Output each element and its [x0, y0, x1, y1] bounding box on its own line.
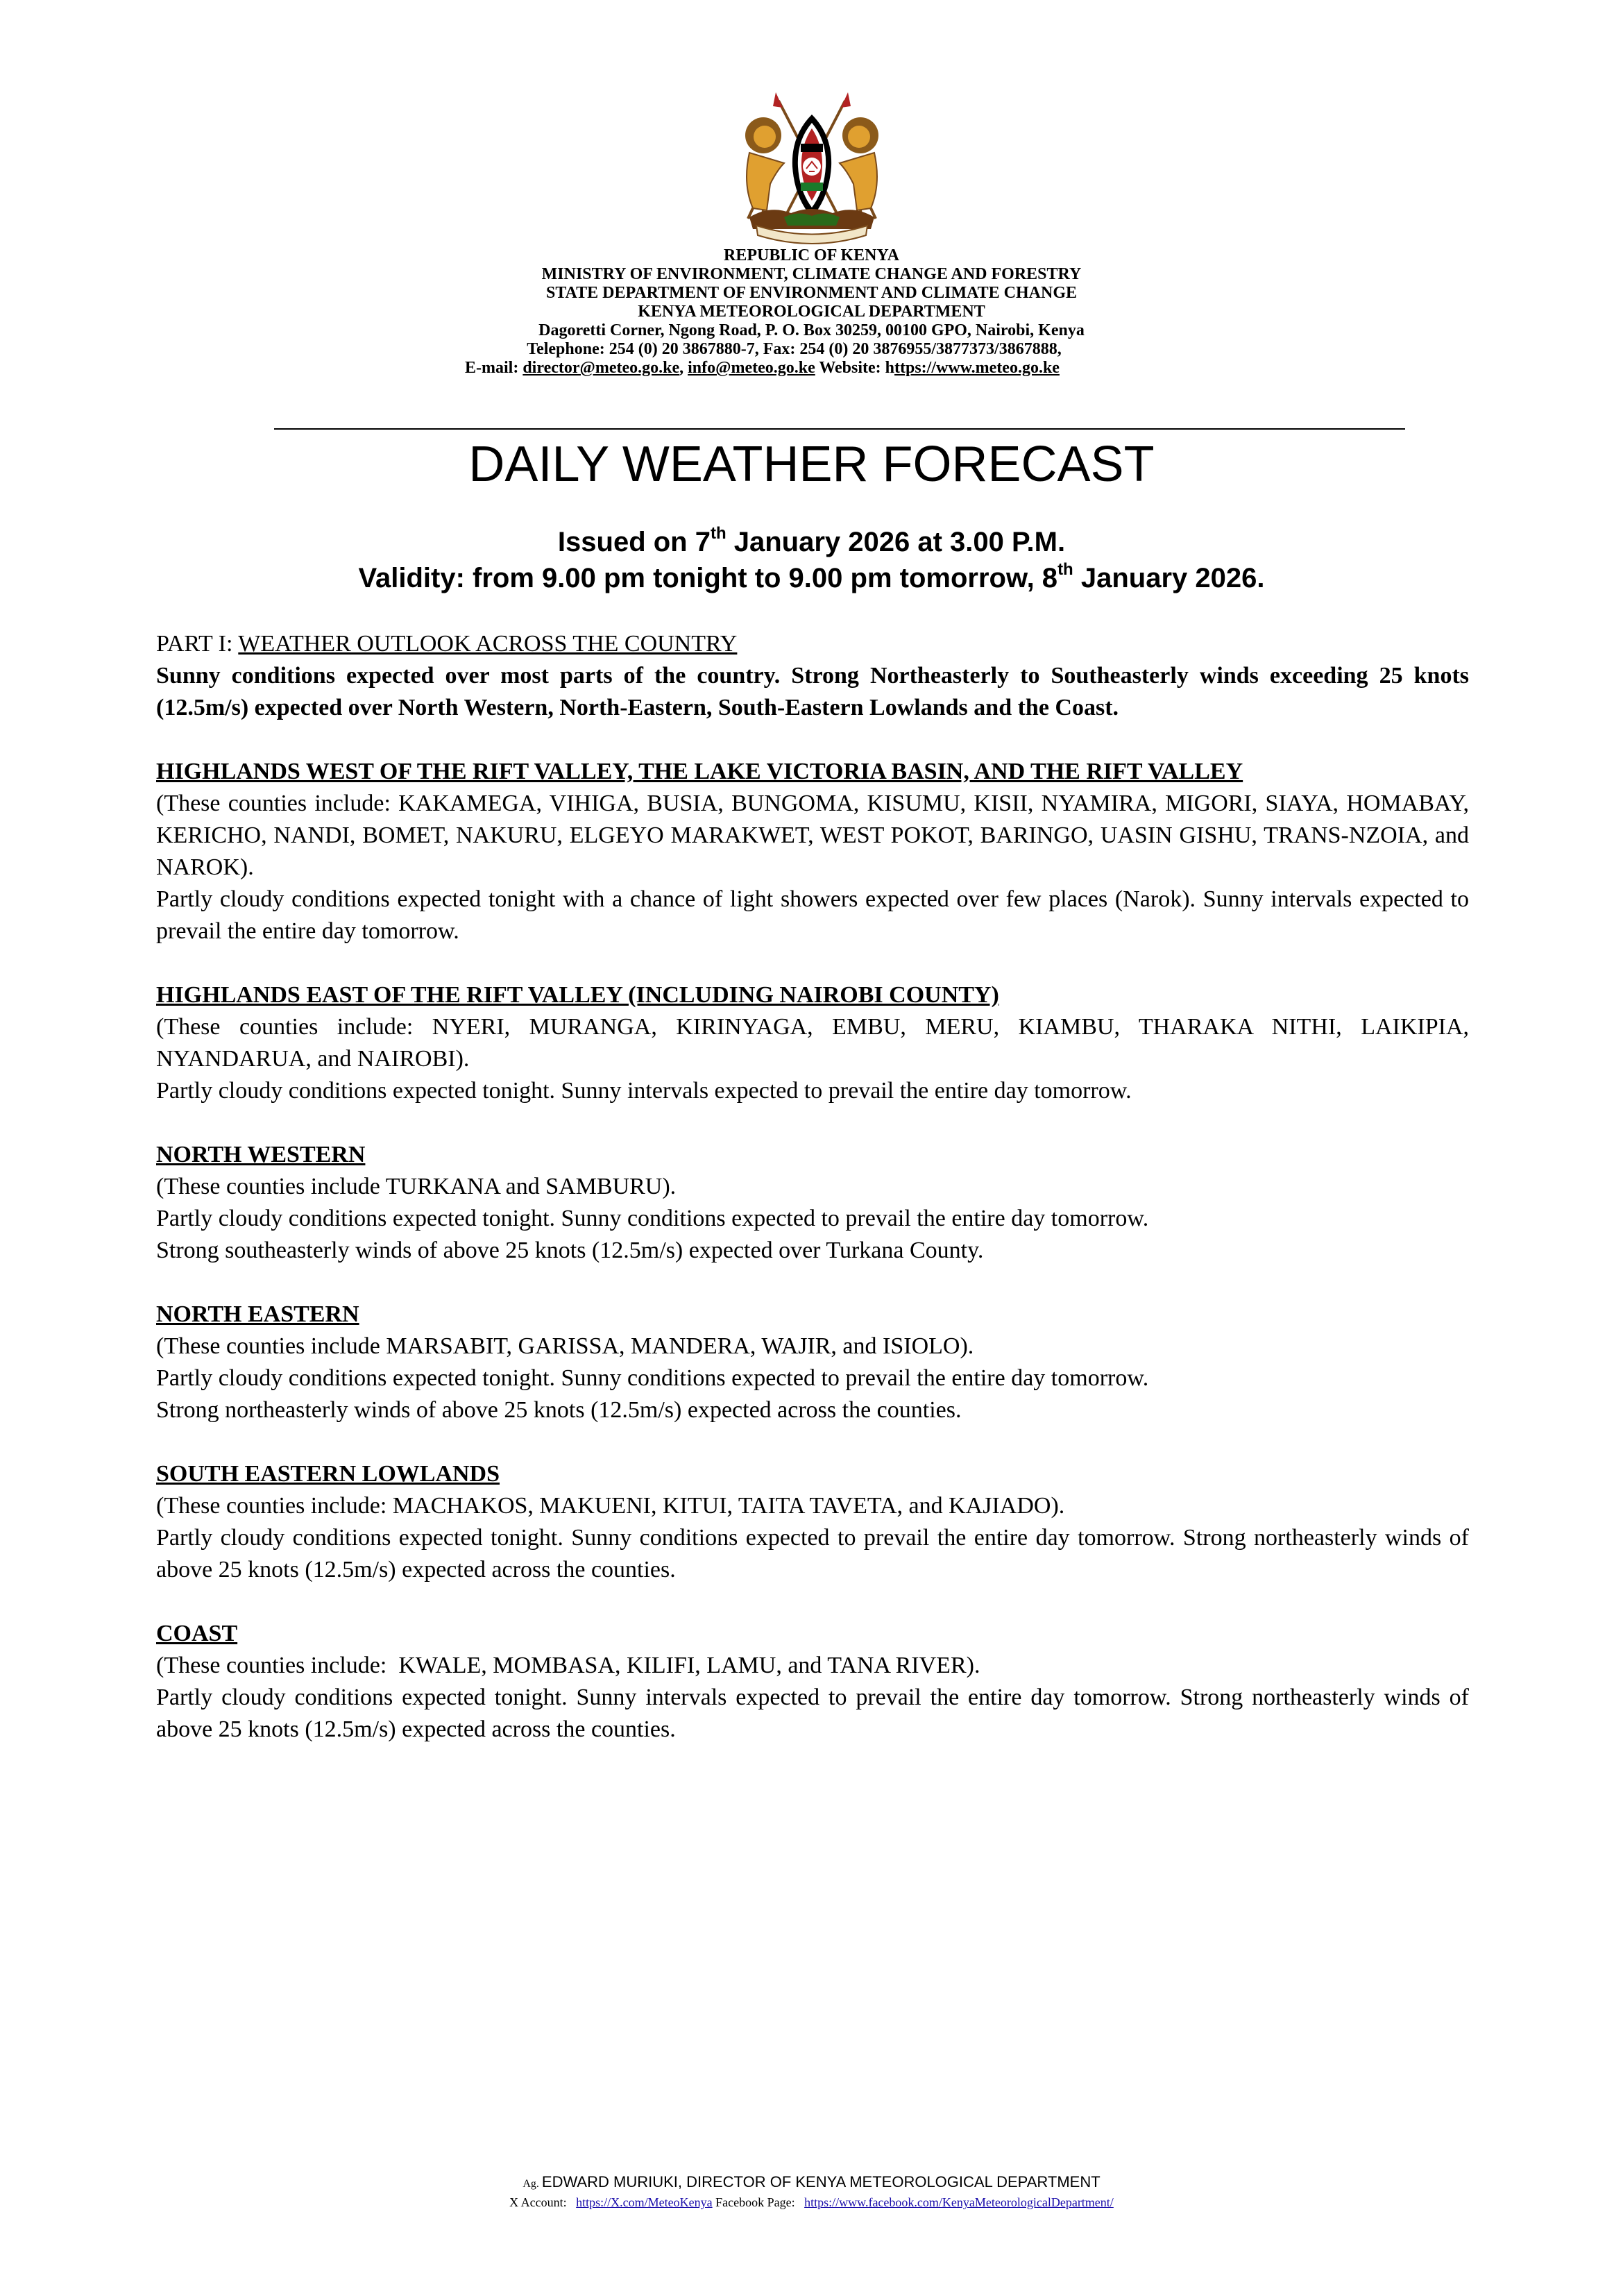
signature-text: EDWARD MURIUKI, DIRECTOR OF KENYA METEOROLOGICAL DEPARTMENT: [541, 2173, 1101, 2191]
coat-of-arms-emblem: [729, 87, 895, 246]
west-rift-heading: HIGHLANDS WEST OF THE RIFT VALLEY, THE LAKE VICTORIA BASIN, AND THE RIFT VALLEY: [156, 759, 1243, 784]
page-title: DAILY WEATHER FORECAST: [468, 437, 1155, 492]
state-department-line: STATE DEPARTMENT OF ENVIRONMENT AND CLIMATE CHANGE: [545, 284, 1077, 302]
north-western-winds: Strong southeasterly winds of above 25 knots (12.5m/s) expected over Turkana County.: [156, 1238, 984, 1263]
issued-line: [0, 524, 1623, 560]
section-west-rift: [156, 756, 1469, 947]
signature-line: [0, 2172, 1623, 2194]
north-eastern-counties: (These counties include MARSABIT, GARISSA, MANDERA, WAJIR, and ISIOLO).: [156, 1333, 974, 1359]
south-eastern-forecast: Partly cloudy conditions expected tonight. Sunny conditions expected to prevail the entire day tomorrow. Strong northeasterly winds of above 25 knots (12.5m/s) expected across the counties.: [156, 1525, 1469, 1582]
north-western-heading: NORTH WESTERN: [156, 1142, 366, 1167]
issue-block: [0, 524, 1623, 596]
north-western-heading-wrap: [156, 1139, 1469, 1171]
issued-prefix: Issued on 7: [557, 527, 711, 557]
west-rift-forecast: Partly cloudy conditions expected tonight with a chance of light showers expected over few places (Narok). Sunny intervals expected to prevail the entire day tomorrow.: [156, 886, 1469, 944]
forecast-body: [156, 628, 1469, 1778]
west-rift-heading-wrap: [156, 756, 1469, 788]
coast-forecast: Partly cloudy conditions expected tonight. Sunny intervals expected to prevail the entire day tomorrow. Strong northeasterly winds of above 25 knots (12.5m/s) expected across the counties.: [156, 1685, 1469, 1742]
east-rift-heading-wrap: [156, 979, 1469, 1011]
east-rift-heading: HIGHLANDS EAST OF THE RIFT VALLEY (INCLUDING NAIROBI COUNTY): [156, 982, 999, 1008]
section-east-rift: [156, 979, 1469, 1107]
validity-suffix: January 2026.: [1073, 563, 1265, 593]
part1-heading: [156, 628, 1469, 660]
issued-suffix: January 2026 at 3.00 P.M.: [726, 527, 1066, 557]
coast-heading-wrap: [156, 1618, 1469, 1650]
issued-sup: th: [710, 524, 726, 543]
republic-line: REPUBLIC OF KENYA: [724, 246, 899, 264]
email-separator: ,: [679, 359, 688, 377]
section-south-eastern: [156, 1458, 1469, 1586]
coast-heading: COAST: [156, 1621, 238, 1646]
part1-label: PART I:: [156, 631, 239, 657]
coast-counties: (These counties include: KWALE, MOMBASA, KILIFI, LAMU, and TANA RIVER).: [156, 1653, 980, 1678]
footer: [0, 2172, 1623, 2211]
social-links: [0, 2194, 1623, 2211]
north-eastern-forecast: Partly cloudy conditions expected tonight. Sunny conditions expected to prevail the entire day tomorrow.: [156, 1365, 1149, 1391]
section-north-western: [156, 1139, 1469, 1267]
north-western-forecast: Partly cloudy conditions expected tonight. Sunny conditions expected to prevail the entire day tomorrow.: [156, 1206, 1149, 1231]
letterhead: [0, 246, 1623, 378]
website-link[interactable]: ttps://www.meteo.go.ke: [894, 359, 1060, 377]
north-western-counties: (These counties include TURKANA and SAMBURU).: [156, 1174, 677, 1199]
x-account-link[interactable]: https://X.com/MeteoKenya: [576, 2195, 713, 2209]
telephone-line: Telephone: 254 (0) 20 3867880-7, Fax: 254 (0) 20 3876955/3877373/3867888,: [527, 340, 1062, 358]
part1-heading-text: WEATHER OUTLOOK ACROSS THE COUNTRY: [238, 631, 738, 657]
email-link-info[interactable]: info@meteo.go.ke: [688, 359, 815, 377]
validity-line: [0, 560, 1623, 596]
section-part1: [156, 628, 1469, 724]
section-north-eastern: [156, 1299, 1469, 1426]
header-divider: [274, 428, 1405, 430]
email-label: E-mail:: [465, 359, 523, 377]
contact-line: [0, 359, 1623, 378]
x-account-label: X Account:: [509, 2195, 577, 2209]
section-coast: [156, 1618, 1469, 1746]
validity-sup: th: [1057, 560, 1073, 579]
facebook-link[interactable]: https://www.facebook.com/KenyaMeteorologicalDepartment/: [804, 2195, 1114, 2209]
east-rift-counties: (These counties include: NYERI, MURANGA, KIRINYAGA, EMBU, MERU, KIAMBU, THARAKA NITHI, LAIKIPIA, NYANDARUA, and NAIROBI).: [156, 1014, 1469, 1072]
south-eastern-heading: SOUTH EASTERN LOWLANDS: [156, 1461, 500, 1487]
department-line: KENYA METEOROLOGICAL DEPARTMENT: [638, 303, 985, 321]
north-eastern-winds: Strong northeasterly winds of above 25 knots (12.5m/s) expected across the counties.: [156, 1397, 962, 1423]
east-rift-forecast: Partly cloudy conditions expected tonight. Sunny intervals expected to prevail the entire day tomorrow.: [156, 1078, 1132, 1104]
email-link-director[interactable]: director@meteo.go.ke: [522, 359, 680, 377]
south-eastern-counties: (These counties include: MACHAKOS, MAKUENI, KITUI, TAITA TAVETA, and KAJIADO).: [156, 1493, 1065, 1519]
validity-prefix: Validity: from 9.00 pm tonight to 9.00 pm tomorrow, 8: [358, 563, 1058, 593]
address-line: Dagoretti Corner, Ngong Road, P. O. Box 30259, 00100 GPO, Nairobi, Kenya: [538, 321, 1085, 339]
ministry-line: MINISTRY OF ENVIRONMENT, CLIMATE CHANGE AND FORESTRY: [541, 265, 1082, 283]
west-rift-counties: (These counties include: KAKAMEGA, VIHIGA, BUSIA, BUNGOMA, KISUMU, KISII, NYAMIRA, MIGORI, SIAYA, HOMABAY, KERICHO, NANDI, BOMET, NAKURU, ELGEYO MARAKWET, WEST POKOT, BARINGO, UASIN GISHU, TRANS-NZOIA, and NAROK).: [156, 791, 1469, 880]
facebook-label: Facebook Page:: [712, 2195, 805, 2209]
north-eastern-heading-wrap: [156, 1299, 1469, 1331]
ag-prefix: Ag.: [522, 2178, 542, 2190]
part1-summary: Sunny conditions expected over most parts of the country. Strong Northeasterly to Southeasterly winds exceeding 25 knots (12.5m/s) expected over North Western, North-Eastern, South-Eastern Lowlands and the Coast.: [156, 663, 1469, 720]
south-eastern-heading-wrap: [156, 1458, 1469, 1490]
website-label: Website: h: [815, 359, 894, 377]
north-eastern-heading: NORTH EASTERN: [156, 1301, 359, 1327]
